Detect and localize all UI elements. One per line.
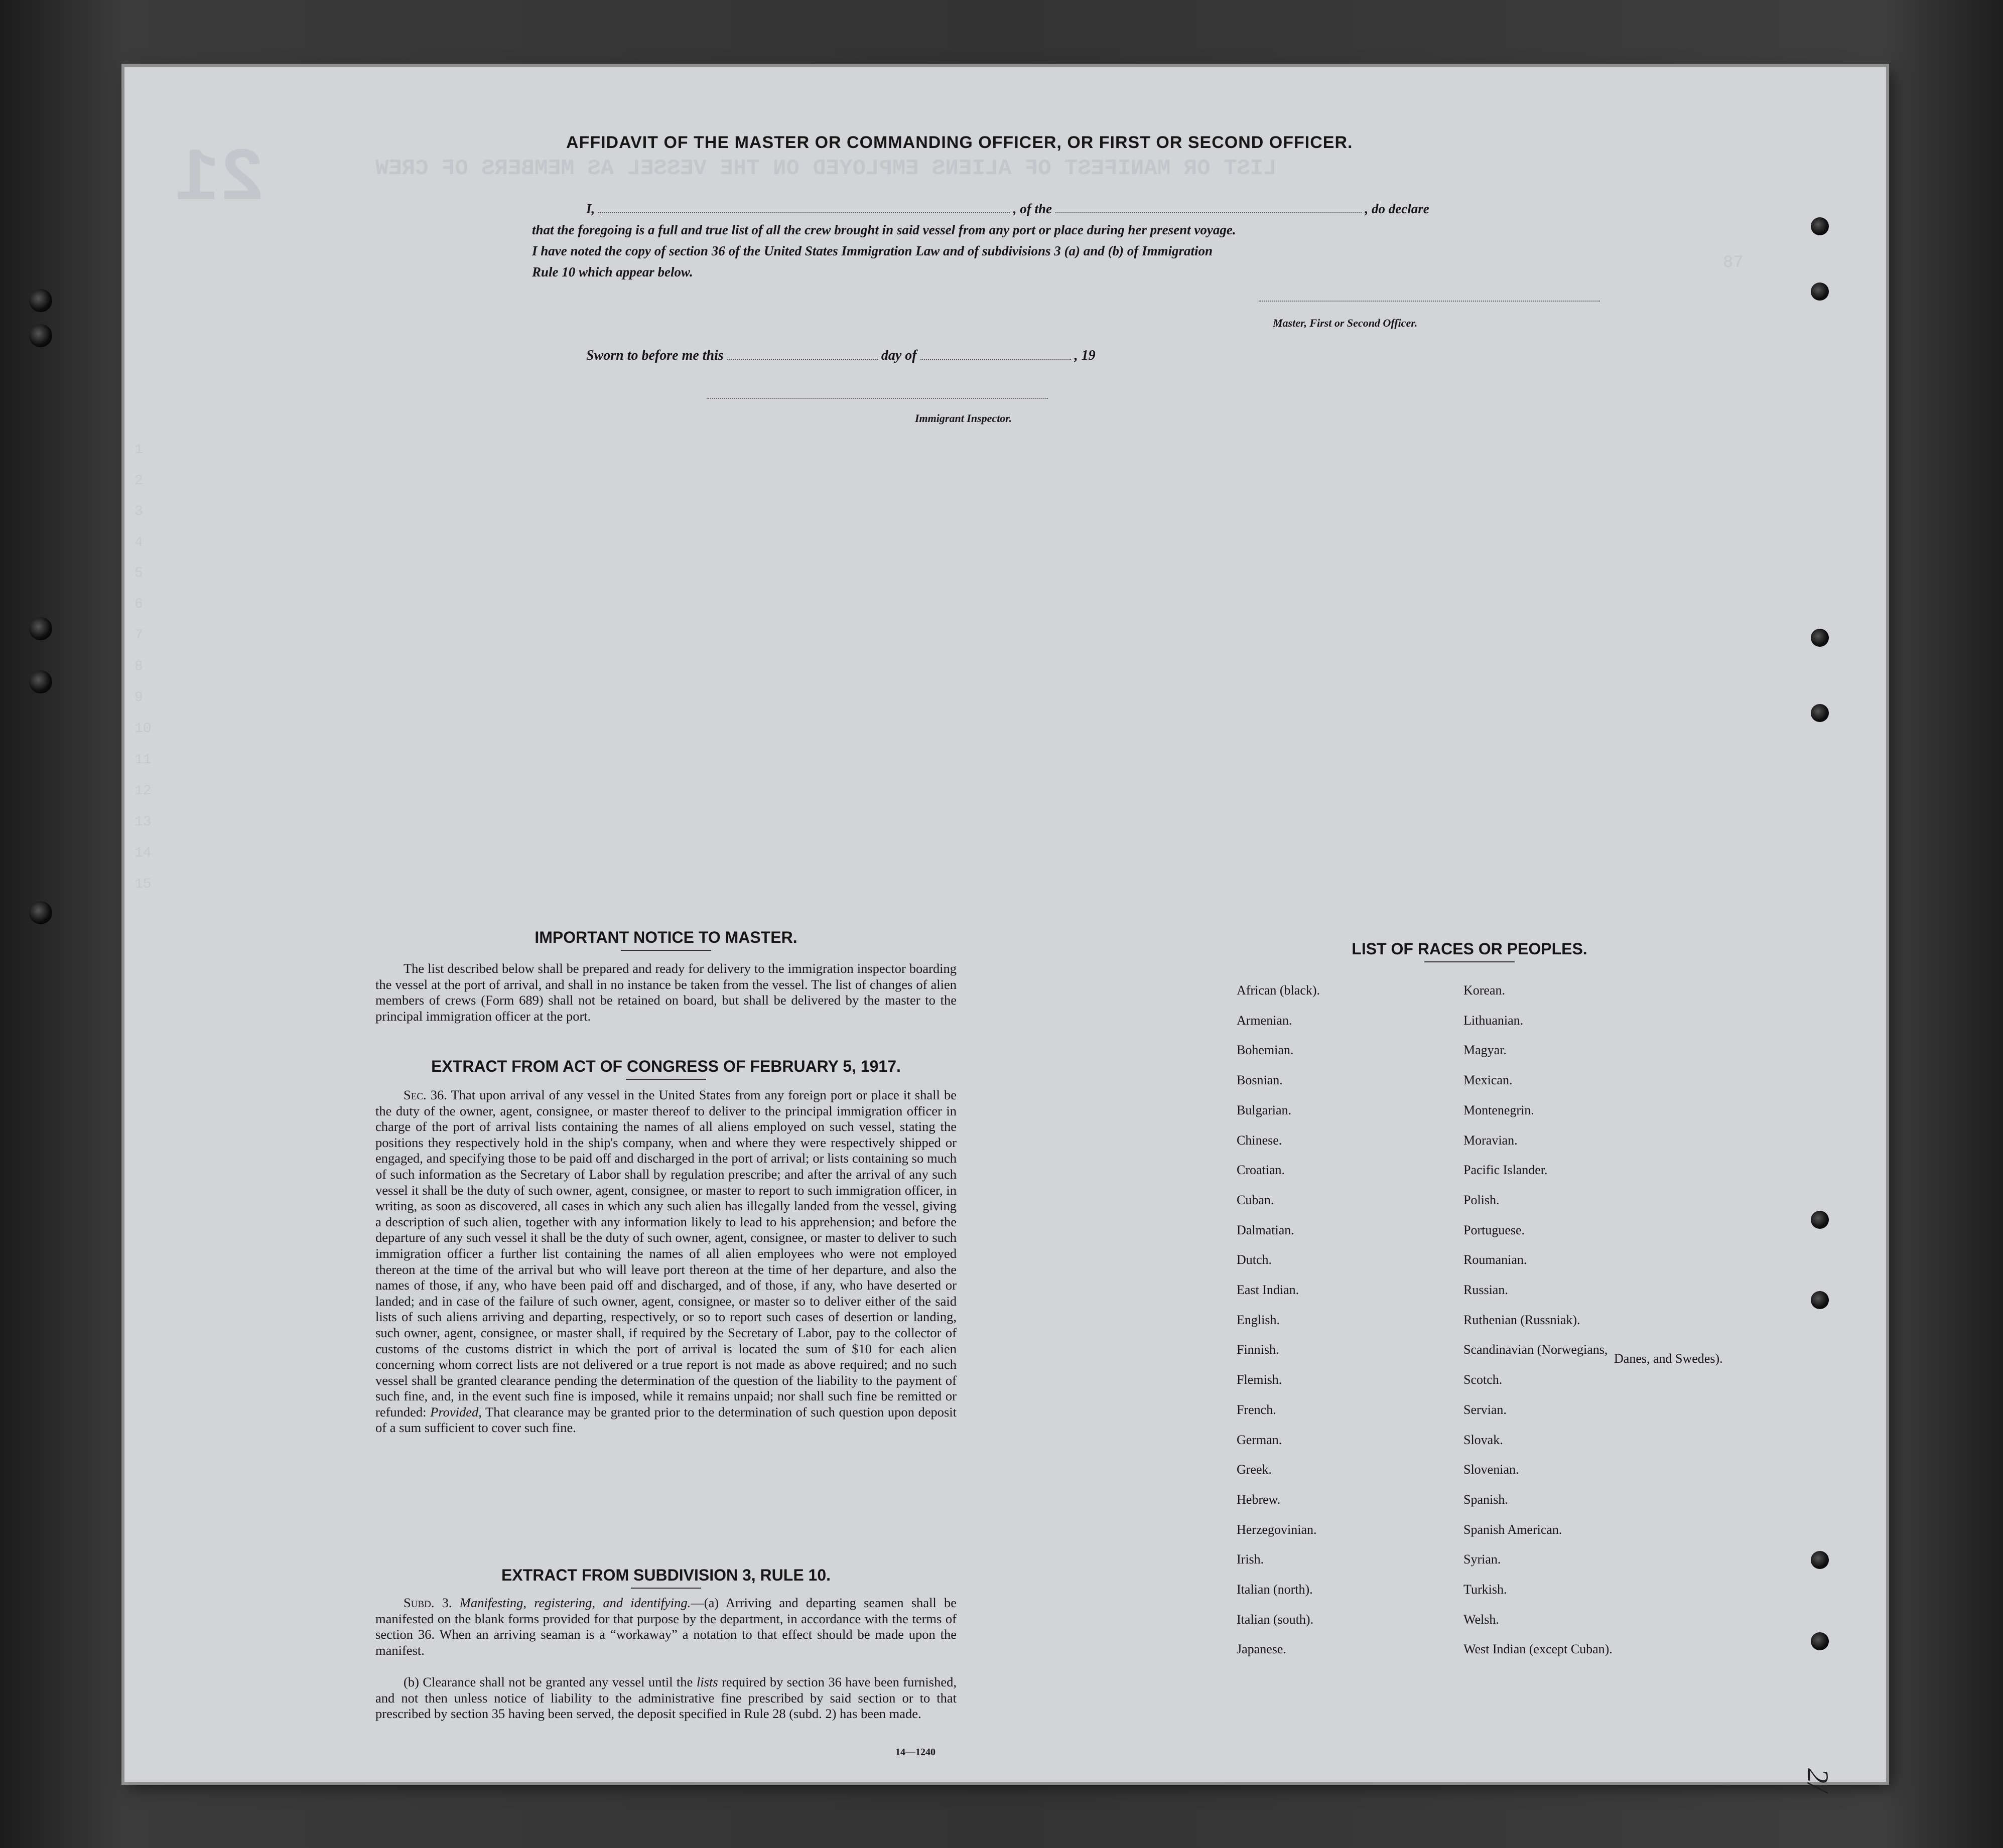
punch-hole-right-7 [1811,1551,1829,1569]
ghost-page-number: 87 [1723,253,1744,272]
extract-rule-para-b [375,1674,957,1722]
race-item: Ruthenian (Russniak). [1463,1312,1580,1327]
race-item: Finnish. [1237,1342,1279,1357]
svg-text:12: 12 [135,783,152,799]
race-item: Croatian. [1237,1163,1285,1178]
sworn-line [586,348,1096,364]
punch-hole-right-3 [1811,629,1829,647]
race-item: Turkish. [1463,1582,1507,1597]
race-item: Lithuanian. [1463,1013,1524,1028]
svg-text:11: 11 [135,752,152,768]
binder-hole-left-1 [29,289,52,312]
race-item: Scandinavian (Norwegians, [1463,1342,1608,1357]
race-item: African (black). [1237,983,1320,998]
section-36-text: That upon arrival of any vessel in the United States from any foreign port or place it shall be the duty of the owner, agent, consignee, or master thereof to deliver to the principal immigration officer in charge of the port of arrival lists containing the names of all aliens employed on such vessel, stating the positions they respectively hold in the ship's company, when and where they were respectively shipped or engaged, and specifying those to be paid off and discharged in the port of arrival; or lists containing so much of such information as the Secretary of Labor shall by regulation prescribe; and after the arrival of any such vessel it shall be the duty of such owner, agent, consignee, or master to report to such immigration officer, in writing, as soon as discovered, all cases in which any such alien has illegally landed from the vessel, giving a description of such alien, together with any information likely to lead to his apprehension; and before the departure of any such vessel it shall be the duty of such owner, agent, consignee, or master to deliver to such immigration officer a further list containing the names of all alien employees who were not employed thereon at the time of the arrival but who will leave port thereon at the time of her departure, and also the names of those, if any, who have been paid off and discharged, and of those, if any, who have deserted or landed; and in case of the failure of such owner, agent, consignee, or master so to deliver either of the said lists of such aliens arriving and departing, respectively, or so to report such cases of desertion or landing, such owner, agent, consignee, or master shall, if required by the Secretary of Labor, pay to the collector of customs of the customs district in which the port of arrival is located the sum of $10 for each alien concerning whom correct lists are not delivered or a true report is not made as above required; and no such vessel shall be granted clearance pending the determination of the question of the liability to the payment of such fine, and, in the event such fine is imposed, while it remains unpaid; nor shall such fine be remitted or refunded: [375,1087,957,1419]
race-item: Greek. [1237,1462,1272,1477]
punch-hole-right-6 [1811,1291,1829,1309]
race-item: Polish. [1463,1192,1500,1207]
ghost-corner-number: 21 [175,137,265,222]
subd-heading: Manifesting, registering, and identifying. [459,1595,691,1610]
sworn-day: day of [881,348,917,363]
race-item: Cuban. [1237,1192,1274,1207]
race-item: Russian. [1463,1283,1508,1297]
race-item: Spanish. [1463,1492,1508,1507]
race-item: Welsh. [1463,1612,1499,1627]
sworn-prefix: Sworn to before me this [586,348,724,363]
section-label: Sec. 36. [404,1087,447,1102]
race-item: Syrian. [1463,1552,1501,1567]
race-item: Armenian. [1237,1013,1292,1028]
race-item: Bohemian. [1237,1043,1294,1058]
svg-text:9: 9 [135,690,143,705]
svg-text:8: 8 [135,659,143,674]
inspector-signature-line [707,398,1048,399]
races-title-text: LIST OF RACES OR PEOPLES. [1352,940,1587,958]
subd-label: Subd. 3. [404,1595,452,1610]
affidavit-i: I, [586,201,595,216]
ghost-manifest-rows [124,67,1886,1773]
race-item: Bulgarian. [1237,1102,1292,1117]
svg-text:15: 15 [135,877,152,892]
race-item: Magyar. [1463,1043,1507,1058]
race-item: East Indian. [1237,1283,1299,1297]
notice-title [375,928,957,951]
extract-act-title-text: EXTRACT FROM ACT OF CONGRESS OF FEBRUARY 5, 1917. [431,1057,901,1075]
binder-hole-left-5 [29,901,52,924]
race-item: Dutch. [1237,1252,1272,1267]
extract-rule-title-text: EXTRACT FROM SUBDIVISION 3, RULE 10. [501,1566,831,1584]
notice-text: The list described below shall be prepared and ready for delivery to the immigration inspector boarding the vessel at the port of arrival, and shall in no instance be taken from the vessel. The list of changes of alien members of crews (Form 689) shall not be retained on board, but shall be delivered by the master to the principal immigration officer at the port. [375,961,957,1024]
svg-text:3: 3 [135,504,143,519]
race-item: Italian (south). [1237,1612,1314,1627]
race-item: Japanese. [1237,1642,1286,1657]
punch-hole-right-4 [1811,704,1829,722]
extract-act-text [375,1087,957,1436]
affidavit-line-3: I have noted the copy of section 36 of the United States Immigration Law and of subdivisions 3 (a) and (b) of Immigration [532,243,1213,258]
races-title [1244,940,1695,962]
race-item: Chinese. [1237,1132,1282,1148]
race-item: Servian. [1463,1402,1507,1417]
extract-rule-title [375,1566,957,1589]
race-item: Italian (north). [1237,1582,1313,1597]
race-item: Moravian. [1463,1132,1518,1148]
affidavit-line-1 [586,201,1429,217]
para-b-end: required by section 36 have been furnished, and not then unless notice of liability to the administrative fine prescribed by said section or to that prescribed by section 35 having been served, the deposit specified in Rule 28 (subd. 2) has been made. [375,1674,957,1722]
punch-hole-right-8 [1811,1632,1829,1650]
ghost-manifest-heading: LIST OR MANIFEST OF ALIENS EMPLOYED ON THE VESSEL AS MEMBERS OF CREW [375,156,1277,181]
race-item: Hebrew. [1237,1492,1281,1507]
race-item: Irish. [1237,1552,1264,1567]
binder-hole-left-3 [29,617,52,640]
race-item: Korean. [1463,983,1506,998]
affidavit-declare: , do declare [1365,201,1429,216]
race-item: Pacific Islander. [1463,1163,1548,1178]
affidavit-line-2: that the foregoing is a full and true list of all the crew brought in said vessel from any port or place during her present voyage. [532,222,1236,237]
punch-hole-right-5 [1811,1211,1829,1229]
svg-text:2: 2 [135,473,143,489]
svg-text:14: 14 [135,845,152,861]
svg-text:4: 4 [135,535,143,550]
para-b-lists: lists [696,1674,718,1689]
notice-title-text: IMPORTANT NOTICE TO MASTER. [535,928,797,946]
subd-para-a: —(a) Arriving and departing seamen shall be manifested on the blank forms provided for that purpose by the department, in accordance with the terms of section 36. When an arriving seaman is a “workaway” a notation to that effect should be made upon the manifest. [375,1595,957,1658]
svg-text:7: 7 [135,628,143,643]
form-number: 14—1240 [895,1747,936,1758]
provided-word: Provided, [430,1404,482,1419]
handwritten-mark: 2/ [1801,1768,1834,1792]
race-item: Roumanian. [1463,1252,1527,1267]
race-scandinavian-continued: Danes, and Swedes). [1614,1351,1723,1366]
master-signature-label: Master, First or Second Officer. [1273,317,1418,329]
document-page [124,67,1886,1792]
punch-hole-right-1 [1811,217,1829,235]
affidavit-line-4: Rule 10 which appear below. [532,264,693,279]
sworn-year: , 19 [1074,348,1096,363]
svg-text:13: 13 [135,814,152,830]
race-item: Bosnian. [1237,1073,1283,1088]
race-item: Herzegovinian. [1237,1522,1317,1537]
section-36-text-end: That clearance may be granted prior to the determination of such question upon deposit of a sum sufficient to cover such fine. [375,1404,957,1436]
race-item: Montenegrin. [1463,1102,1534,1117]
race-item: Mexican. [1463,1073,1513,1088]
race-item: French. [1237,1402,1276,1417]
race-item: English. [1237,1312,1280,1327]
binder-hole-left-4 [29,670,52,693]
race-item: Portuguese. [1463,1222,1525,1237]
race-item: Spanish American. [1463,1522,1562,1537]
svg-text:10: 10 [135,721,152,737]
extract-act-title [375,1057,957,1080]
race-item: West Indian (except Cuban). [1463,1642,1613,1657]
inspector-label: Immigrant Inspector. [915,412,1012,424]
race-item: Scotch. [1463,1372,1503,1387]
race-item: Slovak. [1463,1432,1503,1447]
svg-text:6: 6 [135,597,143,612]
extract-rule-para-a [375,1595,957,1658]
race-item: Dalmatian. [1237,1222,1294,1237]
master-signature-line [1259,301,1600,302]
svg-text:1: 1 [135,442,143,458]
binder-hole-left-2 [29,324,52,347]
para-b-start: (b) Clearance shall not be granted any vessel until the [404,1674,693,1689]
punch-hole-right-2 [1811,282,1829,301]
svg-text:5: 5 [135,565,143,581]
affidavit-title: AFFIDAVIT OF THE MASTER OR COMMANDING OFFICER, OR FIRST OR SECOND OFFICER. [566,133,1353,152]
affidavit-of-the: , of the [1013,201,1052,216]
race-item: Slovenian. [1463,1462,1519,1477]
race-item: German. [1237,1432,1282,1447]
race-item: Flemish. [1237,1372,1282,1387]
